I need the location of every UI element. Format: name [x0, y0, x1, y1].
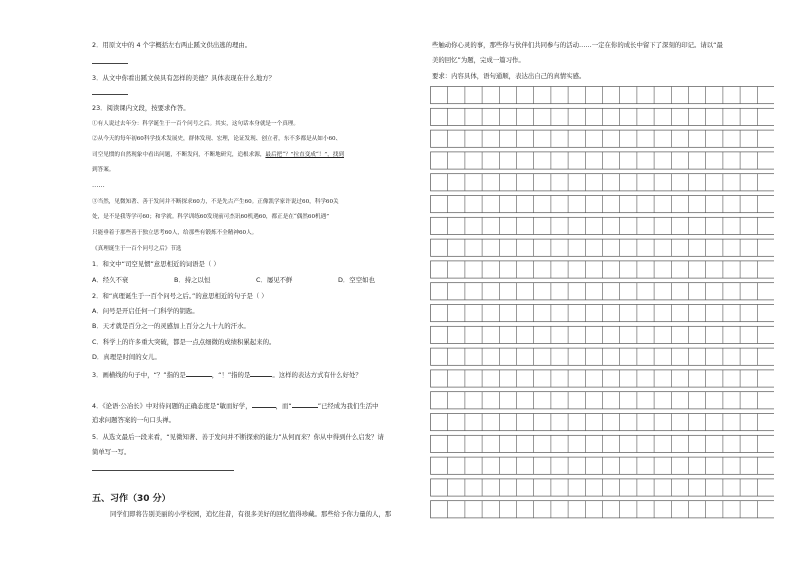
- grid-row[interactable]: [431, 174, 775, 191]
- q1-option-b: B．持之以恒: [174, 276, 211, 284]
- question-3: 3．从文中你看出蹊文侯具有怎样的美德？具体表现在什么地方？: [92, 74, 276, 82]
- q1-option-c: C．屡见不鲜: [256, 276, 293, 284]
- answer-line: [92, 63, 128, 64]
- grid-row[interactable]: [431, 108, 775, 125]
- grid-row[interactable]: [431, 87, 775, 104]
- q4-text: ，而“: [275, 402, 292, 410]
- q2-option-b: B．天才就是百分之一的灵感加上百分之九十九的汗水。: [92, 322, 250, 330]
- grid-row[interactable]: [431, 479, 775, 496]
- question-2: 2．用原文中的 4 个字概括左右两止蹊文供出逃的理由。: [92, 41, 252, 49]
- sub-question-5-cont: 简单写一写。: [92, 448, 131, 456]
- q4-text: ”已经成为我们生活中: [317, 402, 379, 410]
- essay-requirements: 要求：内容具体，语句通顺，表达出自己的真情实感。: [432, 72, 586, 80]
- answer-line: [92, 94, 128, 95]
- grid-row[interactable]: [431, 348, 775, 365]
- answer-blank: [292, 401, 318, 408]
- q3-text: ，“！”指的是: [211, 371, 251, 379]
- grid-row[interactable]: [431, 152, 775, 169]
- grid-row[interactable]: [431, 283, 775, 300]
- q1-option-a: A．经久不衰: [92, 276, 129, 284]
- passage-source: 《真理诞生于一百个问号之后》节选: [92, 246, 182, 252]
- grid-row[interactable]: [431, 217, 775, 234]
- grid-row[interactable]: [431, 370, 775, 387]
- q2-option-c: C．科学上的许多重大突破，都是一点点细微的成绩积累起来的。: [92, 338, 276, 346]
- ellipsis: ……: [92, 181, 105, 189]
- passage-para-1: ①有人说过去年分：科学诞生于一百个问号之后。其实，这句话本身就是一个真理。: [92, 121, 299, 127]
- passage-para-3-line-3: 只能垂着于那些善于独立思考60人，给那些有锻炼不全精神60人。: [92, 230, 258, 236]
- grid-row[interactable]: [431, 261, 775, 278]
- grid-row[interactable]: [431, 392, 775, 409]
- sub-question-4: [92, 401, 379, 410]
- grid-row[interactable]: [431, 501, 775, 518]
- sub-question-3: [92, 370, 362, 379]
- writing-grid[interactable]: [430, 86, 774, 522]
- grid-row[interactable]: [431, 305, 775, 322]
- sub-question-4-cont: 追求问题答案的一句口头禅。: [92, 416, 176, 424]
- essay-prompt-line-3: 美的回忆”为题，完成一篇习作。: [432, 56, 525, 64]
- grid-row[interactable]: [431, 196, 775, 213]
- sub-question-5: 5．从选文最后一段来看，“见微知著、善于发问并不断探索的能力”从何而来？你从中得到什么启发？请: [92, 433, 384, 441]
- grid-row[interactable]: [431, 435, 775, 452]
- section-23-intro: 23．阅读课内文段，按要求作答。: [92, 104, 190, 112]
- essay-prompt-line-2: 些触动你心灵的事，那些你与伙伴们共同参与的活动……一定在你的成长中留下了深刻的印记。请以“最: [432, 41, 723, 49]
- passage-para-2-line-3: 到答案。: [92, 167, 115, 173]
- passage-para-2-line-1: ②从今天的每年初60科学技术发展史，群体发现、宏理，论证发现、创立者，东不多都是从如小60、: [92, 136, 342, 142]
- answer-blank: [186, 370, 212, 377]
- answer-line: [92, 470, 234, 471]
- grid-row[interactable]: [431, 130, 775, 147]
- essay-prompt-line-1: 同学们即将告别美丽的小学校园，追忆往昔，有很多美好的回忆值得珍藏。那些给予你力量的人，那: [110, 510, 392, 518]
- q3-text: 。这样的表达方式有什么好处？: [272, 371, 362, 379]
- grid-row[interactable]: [431, 414, 775, 431]
- grid-row[interactable]: [431, 326, 775, 343]
- grid-row[interactable]: [431, 457, 775, 474]
- section-5-heading: 五、习作（30 分）: [92, 494, 171, 504]
- q2-option-a: A．问号是开启任何一门科学的钥匙。: [92, 307, 199, 315]
- passage-para-3-line-1: ③当然，见微知著、善于发问并不断探求60力，不是先古产生60。正像凯学家许说过60，科学60关: [92, 199, 339, 205]
- passage-text: 司空见惯的自然现象中看出问题，不断发问，不断地研究，追根求源，: [92, 152, 266, 158]
- passage-para-2-line-2: [92, 151, 344, 159]
- sub-question-1: 1．和文中“司空见惯”意思相近的词语是（ ）: [92, 260, 220, 268]
- grid-row[interactable]: [431, 239, 775, 256]
- passage-para-3-line-2: 处，是不是我等学可60；和学就。科学训练60发现前可杰讯60机遇60，都正是在“偶然60机遇”: [92, 214, 330, 220]
- underlined-sentence: 最后把“？”拉直变成“！”，找到: [265, 152, 344, 158]
- q2-option-d: D．真理是时间的女儿。: [92, 353, 161, 361]
- q1-option-d: D．空空如也: [338, 276, 375, 284]
- q4-text: 4．《论语·公冶长》中对待问题的正确态度是“敏而好学，: [92, 402, 252, 410]
- answer-blank: [252, 401, 276, 408]
- sub-question-2: 2．和“真理诞生于一百个问号之后。”的意思相近的句子是（ ）: [92, 292, 268, 300]
- answer-blank: [250, 370, 272, 377]
- q3-text: 3．画横线的句子中，“？”指的是: [92, 371, 186, 379]
